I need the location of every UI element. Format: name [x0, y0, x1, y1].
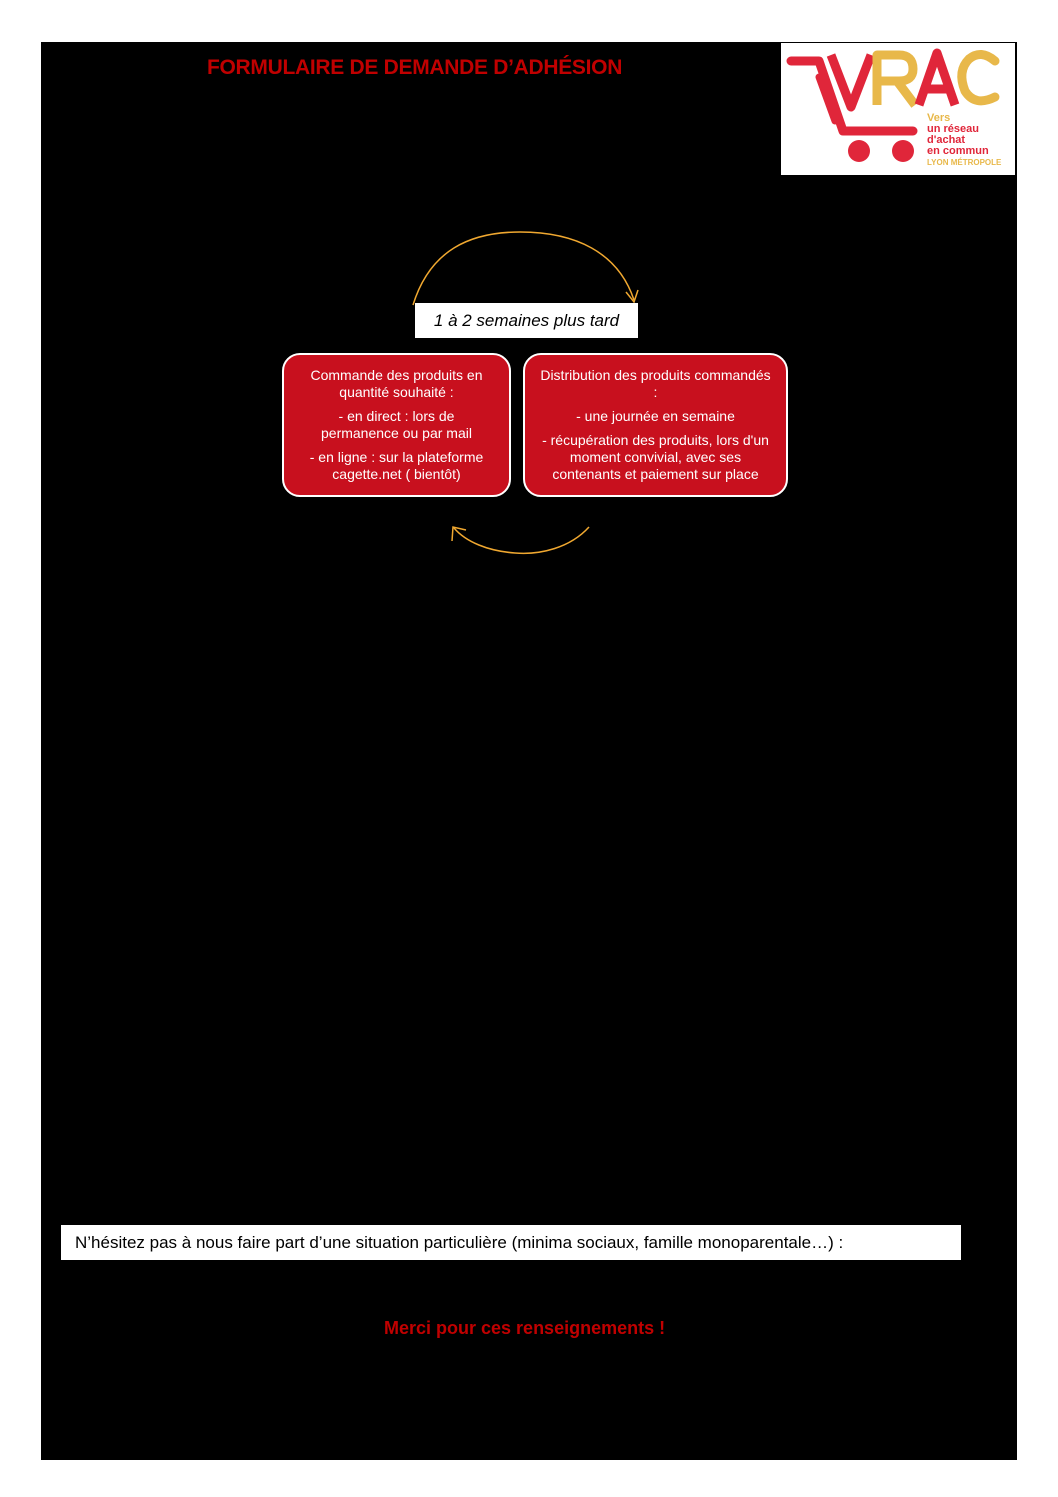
svg-text:en commun: en commun [927, 145, 989, 157]
vrac-logo-image [781, 43, 1015, 175]
thank-you-message: Merci pour ces renseignements ! [384, 1318, 666, 1338]
distribution-card-heading: Distribution des produits commandés : [540, 367, 771, 400]
distribution-card [523, 353, 788, 497]
special-situation-field[interactable] [61, 1225, 961, 1260]
order-card [282, 353, 511, 497]
distribution-card-item: - une journée en semaine [576, 408, 735, 424]
logo-tagline [927, 112, 1002, 167]
page-title: FORMULAIRE DE DEMANDE D’ADHÉSION [207, 56, 623, 79]
svg-text:un réseau: un réseau [927, 123, 979, 135]
cycle-interval-label: 1 à 2 semaines plus tard [415, 303, 638, 338]
logo-wordmark [831, 53, 995, 107]
order-card-heading: Commande des produits en quantité souhaité : [310, 367, 483, 400]
vrac-logo [781, 43, 1015, 175]
svg-text:LYON MÉTROPOLE: LYON MÉTROPOLE [927, 158, 1002, 167]
order-card-item: - en direct : lors de permanence ou par mail [321, 408, 472, 441]
special-situation-label: N’hésitez pas à nous faire part d’une situation particulière (minima sociaux, famille monoparentale…) : [75, 1232, 844, 1252]
svg-text:Vers: Vers [927, 112, 951, 124]
svg-text:d'achat: d'achat [927, 134, 966, 146]
order-card-item: - en ligne : sur la plateforme cagette.net ( bientôt) [309, 449, 484, 482]
distribution-card-item: - récupération des produits, lors d'un moment convivial, avec ses contenants et paiement sur place [542, 432, 769, 482]
cart-icon [791, 61, 914, 162]
